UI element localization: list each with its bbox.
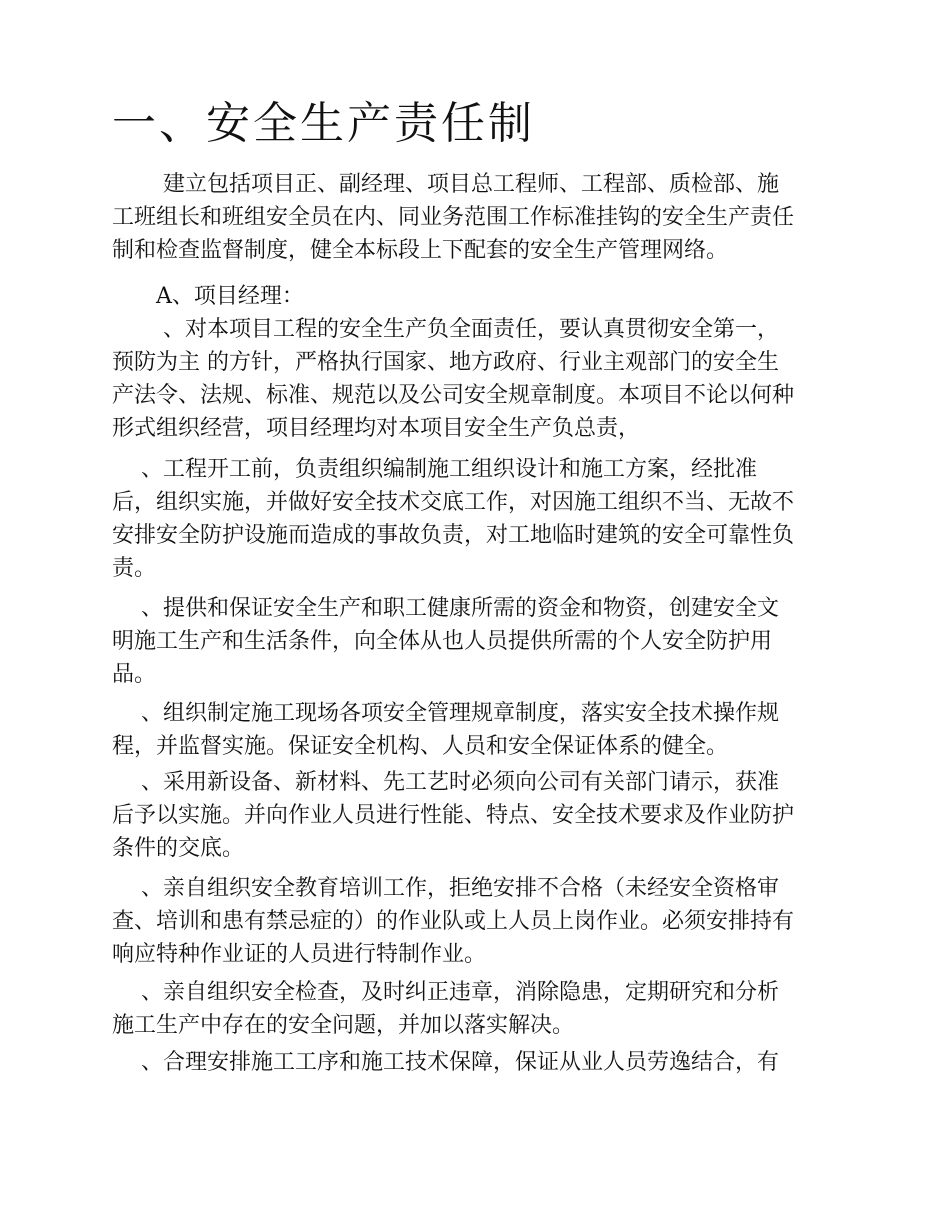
- item-line: 施工生产中存在的安全问题，并加以落实解决。: [112, 1013, 575, 1038]
- item-line: 责。: [112, 556, 157, 581]
- item-line: 、采用新设备、新材料、先工艺时必须向公司有关部门请示，获准: [112, 770, 779, 795]
- intro-line: 制和检查监督制度，健全本标段上下配套的安全生产管理网络。: [112, 238, 729, 263]
- item-line: 、对本项目工程的安全生产负全面责任，要认真贯彻安全第一，: [112, 317, 779, 342]
- section-a-heading: [112, 280, 862, 313]
- item-line: 、组织制定施工现场各项安全管理规章制度，落实安全技术操作规: [112, 701, 779, 726]
- item-line: 后，组织实施，并做好安全技术交底工作，对因施工组织不当、无故不: [112, 490, 795, 515]
- item-line: 明施工生产和生活条件，向全体从也人员提供所需的个人安全防护用: [112, 629, 773, 654]
- item-line: 预防为主 的方针，严格执行国家、地方政府、行业主观部门的安全生: [112, 350, 779, 375]
- page-title: 一、安全生产责任制: [112, 98, 535, 149]
- item-line: 形式组织经营，项目经理均对本项目安全生产负总责，: [112, 416, 641, 441]
- intro-paragraph: [112, 168, 862, 267]
- intro-line: 工班组长和班组安全员在内、同业务范围工作标准挂钩的安全生产责任: [112, 205, 795, 230]
- item-line: 、亲自组织安全检查，及时纠正违章，消除隐患，定期研究和分析: [112, 980, 779, 1005]
- item-line: 程，并监督实施。保证安全机构、人员和安全保证体系的健全。: [112, 734, 729, 759]
- section-heading-text: A、项目经理：: [112, 284, 304, 309]
- item-line: 后予以实施。并向作业人员进行性能、特点、安全技术要求及作业防护: [112, 803, 795, 828]
- responsibility-item: [112, 313, 862, 445]
- responsibility-item: [112, 872, 862, 971]
- responsibility-item: [112, 697, 862, 763]
- responsibility-item: [112, 1046, 862, 1079]
- responsibility-item: [112, 592, 862, 691]
- responsibility-item: [112, 766, 862, 865]
- item-line: 、提供和保证安全生产和职工健康所需的资金和物资，创建安全文: [112, 596, 779, 621]
- item-line: 品。: [112, 662, 157, 687]
- item-line: 安排安全防护设施而造成的事故负责，对工地临时建筑的安全可靠性负: [112, 523, 795, 548]
- item-line: 响应特种作业证的人员进行特制作业。: [112, 942, 487, 967]
- responsibility-item: [112, 453, 862, 585]
- item-line: 查、培训和患有禁忌症的）的作业队或上人员上岗作业。必须安排持有: [112, 909, 795, 934]
- responsibility-item: [112, 976, 862, 1042]
- item-line: 、亲自组织安全教育培训工作，拒绝安排不合格（未经安全资格审: [112, 876, 779, 901]
- item-line: 、工程开工前，负责组织编制施工组织设计和施工方案，经批准: [112, 457, 757, 482]
- item-line: 条件的交底。: [112, 836, 245, 861]
- item-line: 产法令、法规、标准、规范以及公司安全规章制度。本项目不论以何种: [112, 383, 795, 408]
- intro-line: 建立包括项目正、副经理、项目总工程师、工程部、质检部、施: [112, 172, 779, 197]
- item-line: 、合理安排施工工序和施工技术保障，保证从业人员劳逸结合，有: [112, 1050, 779, 1075]
